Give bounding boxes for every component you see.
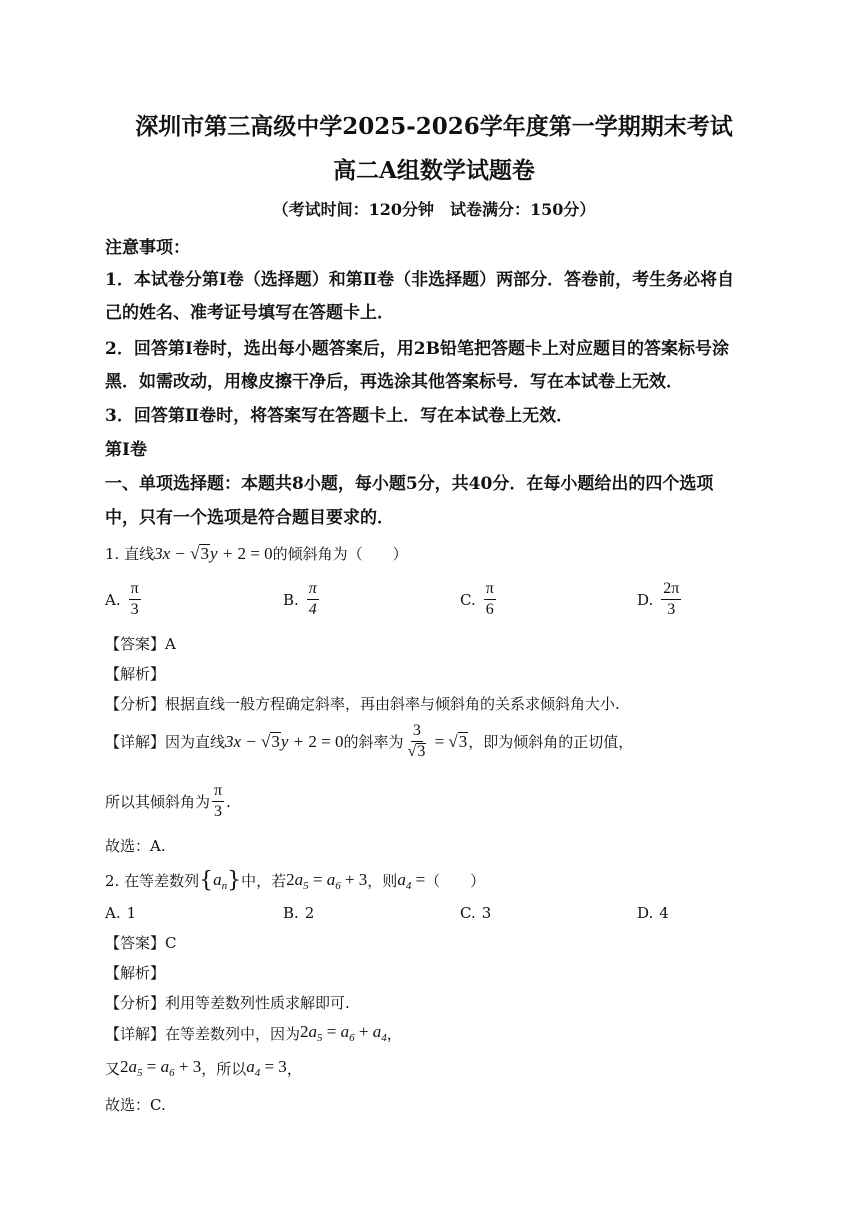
question-2-target: $a_4$ = (397, 869, 426, 892)
exam-subtitle-title: 高二A组数学试题卷 (333, 157, 535, 184)
q2-second-mid: ，所以 (201, 1059, 247, 1078)
q1-detail-suffix: ，即为倾斜角的正切值， (468, 733, 634, 752)
question-2 (105, 868, 485, 893)
section-1-heading-cont: 中，只有一个选项是符合题目要求的． (105, 508, 394, 528)
q2-detail-equation: $2a_5 = a_6 + a_4$ (300, 1022, 387, 1044)
notice-item-1: 1．本试卷分第Ⅰ卷（选择题）和第Ⅱ卷（非选择题）两部分．答卷前，考生务必将自 (105, 270, 735, 290)
q2-analysis-label: 【解析】 (105, 964, 166, 982)
notice-item-3: 3．回答第Ⅱ卷时，将答案写在答题卡上．写在本试卷上无效． (105, 406, 574, 426)
exam-time-info: （考试时间：120分钟 试卷满分：150分） (272, 200, 596, 219)
notice-item-2-cont: 黑．如需改动，用橡皮擦干净后，再选涂其他答案标号．写在本试卷上无效． (105, 372, 683, 392)
q2-detail-suffix: ， (386, 1024, 402, 1043)
q2-second-result: $a_4 = 3$ (246, 1057, 287, 1079)
q2-option-b-value: 2 (304, 904, 315, 922)
exam-title: 深圳市第三高级中学2025-2026学年度第一学期期末考试 (135, 113, 733, 140)
q1-choice: 故选：A. (105, 837, 166, 855)
q2-second-suffix: ， (286, 1059, 302, 1078)
q1-option-c (460, 580, 498, 620)
question-2-sequence: $\{a_n\}$ (199, 868, 242, 893)
q1-option-b-num: π (307, 580, 319, 600)
q1-conclusion-suffix: . (226, 792, 231, 811)
q1-angle-fraction: $\frac{\pi}{3}$ (214, 782, 223, 821)
notice-heading: 注意事项： (105, 238, 190, 258)
q2-option-c-value: 3 (481, 904, 492, 922)
q2-second-equation: $2a_5 = a_6 + 3$ (120, 1057, 202, 1079)
question-1-prefix: 1. 直线 (105, 545, 155, 563)
notice-item-2: 2．回答第Ⅰ卷时，选出每小题答案后，用2B铅笔把答题卡上对应题目的答案标号涂 (105, 339, 729, 359)
q1-option-b (283, 580, 321, 620)
question-1-equation: 3x − √3y + 2 = 0 (154, 544, 273, 563)
q1-option-d-den: 3 (667, 601, 676, 619)
q1-option-c-label: C. (460, 590, 476, 609)
q2-option-d (637, 904, 669, 922)
q1-detail: 【详解】因为直线 3x − √3y + 2 = 0 的斜率为 $\frac{3}{√3}$ = √3 ，即为倾斜角的正切值， (105, 722, 634, 761)
question-2-mid1: 中，若 (241, 872, 287, 890)
q1-option-b-label: B. (283, 590, 299, 609)
q1-detail-mid: 的斜率为 (343, 733, 404, 752)
notice-item-1-cont: 己的姓名、准考证号填写在答题卡上． (105, 303, 394, 323)
q2-choice: 故选：C. (105, 1096, 166, 1114)
q2-second-prefix: 又 (105, 1059, 121, 1078)
q1-conclusion (105, 782, 231, 822)
question-1-suffix: 的倾斜角为（ ） (272, 545, 408, 563)
q2-detail-prefix: 【详解】在等差数列中，因为 (105, 1024, 301, 1043)
q2-option-b-label: B. (283, 904, 299, 922)
question-1 (105, 543, 408, 564)
q1-fenxi: 【分析】根据直线一般方程确定斜率，再由斜率与倾斜角的关系求倾斜角大小. (105, 695, 620, 713)
q1-conclusion-prefix: 所以其倾斜角为 (105, 793, 211, 812)
q1-option-a-den: 3 (130, 601, 139, 619)
q1-option-a-label: A. (105, 590, 121, 609)
q1-option-d-label: D. (637, 590, 654, 609)
q2-answer: 【答案】C (105, 934, 177, 952)
q2-option-a-label: A. (105, 904, 121, 922)
q1-option-c-num: π (484, 580, 496, 600)
question-2-prefix: 2. 在等差数列 (105, 872, 200, 890)
part-1-heading: 第Ⅰ卷 (105, 440, 147, 460)
q1-option-d-num: 2π (661, 580, 681, 600)
q2-option-d-label: D. (637, 904, 654, 922)
q2-option-b (283, 904, 314, 922)
section-1-heading: 一、单项选择题：本题共8小题，每小题5分，共40分．在每小题给出的四个选项 (105, 474, 714, 494)
q1-option-a (105, 580, 143, 620)
question-2-suffix: （ ） (425, 872, 486, 890)
q1-option-d (637, 580, 683, 620)
q1-detail-prefix: 【详解】因为直线 (105, 733, 226, 752)
q1-detail-equation: 3x − √3y + 2 = 0 (225, 731, 344, 751)
q2-option-c-label: C. (460, 904, 476, 922)
q1-analysis-label: 【解析】 (105, 665, 166, 683)
q2-detail (105, 1022, 402, 1044)
q2-second-line (105, 1057, 302, 1079)
q1-slope-fraction: $\frac{3}{√3}$ (407, 722, 426, 761)
q1-option-c-den: 6 (485, 601, 494, 619)
q2-option-a (105, 904, 136, 922)
question-2-condition: $2a_5 = a_6 + 3$ (286, 869, 368, 892)
q2-option-a-value: 1 (126, 904, 137, 922)
q2-fenxi: 【分析】利用等差数列性质求解即可. (105, 994, 350, 1012)
q1-option-a-num: π (129, 580, 141, 600)
q1-option-b-den: 4 (308, 601, 317, 619)
q1-answer: 【答案】A (105, 635, 176, 653)
q2-option-c (460, 904, 491, 922)
question-2-mid2: ，则 (367, 872, 398, 890)
q2-option-d-value: 4 (659, 904, 669, 922)
